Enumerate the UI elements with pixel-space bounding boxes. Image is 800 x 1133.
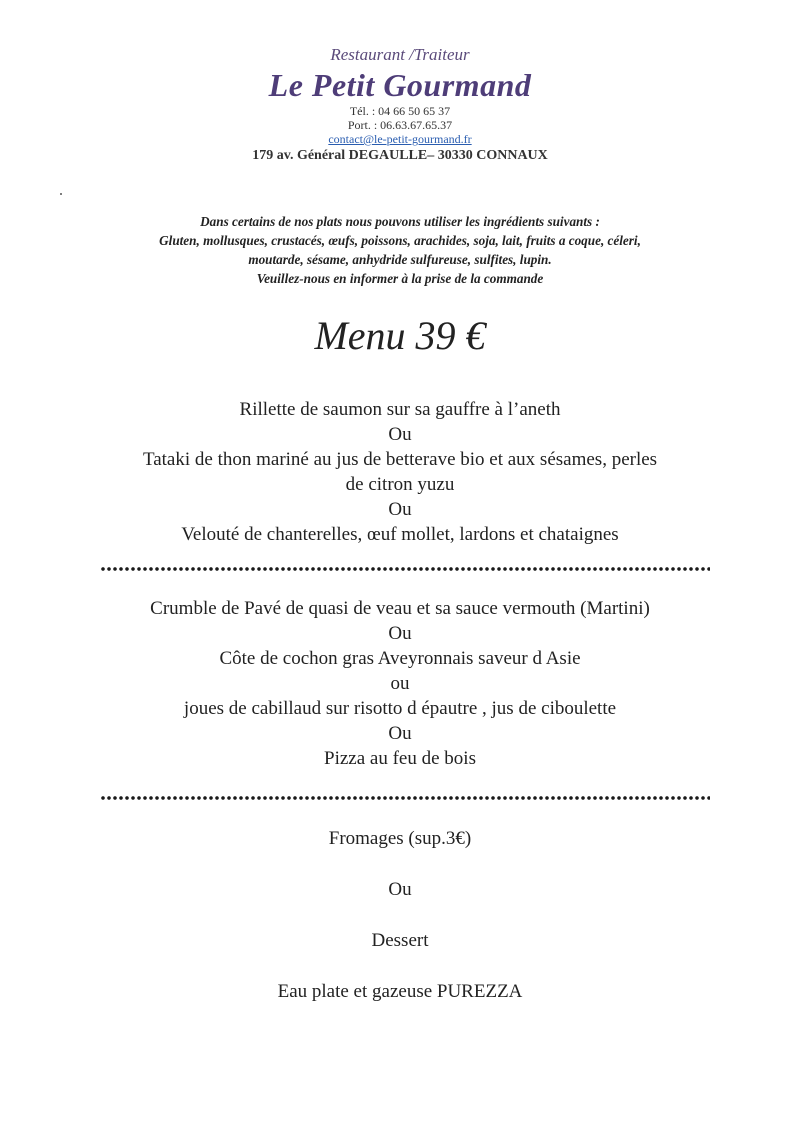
starters-section: [90, 397, 710, 547]
menu-line: joues de cabillaud sur risotto d épautre , jus de ciboulette: [183, 698, 617, 719]
mains-section: [90, 596, 710, 771]
allergen-line: moutarde, sésame, anhydride sulfureuse, sulfites, lupin.: [248, 252, 552, 267]
restaurant-subtitle: Restaurant /Traiteur: [330, 45, 470, 64]
allergen-line: Dans certains de nos plats nous pouvons utiliser les ingrédients suivants :: [200, 214, 600, 229]
menu-line: de citron yuzu: [345, 474, 455, 495]
scan-speck: [60, 193, 62, 195]
menu-line: Pizza au feu de bois: [324, 748, 476, 769]
menu-line: Rillette de saumon sur sa gauffre à l’aneth: [239, 399, 561, 420]
menu-line: Velouté de chanterelles, œuf mollet, lardons et chataignes: [181, 524, 619, 545]
menu-line: Ou: [388, 623, 412, 644]
menu-line: Dessert: [371, 930, 429, 951]
menu-line: Ou: [388, 723, 412, 744]
menu-line: Côte de cochon gras Aveyronnais saveur d Asie: [219, 648, 581, 669]
allergen-line: Gluten, mollusques, crustacés, œufs, poissons, arachides, soja, lait, fruits a coque, céleri,: [159, 233, 641, 248]
menu-line: Fromages (sup.3€): [328, 828, 472, 849]
dotted-divider: [100, 795, 710, 801]
menu-line: Tataki de thon mariné au jus de betterave bio et aux sésames, perles: [142, 449, 658, 470]
allergen-line: Veuillez-nous en informer à la prise de la commande: [256, 271, 544, 286]
restaurant-name: Le Petit Gourmand: [268, 67, 532, 103]
email-link[interactable]: contact@le-petit-gourmand.fr: [328, 132, 472, 146]
menu-line: Ou: [388, 499, 412, 520]
dotted-divider: [100, 566, 710, 572]
menu-line: Eau plate et gazeuse PUREZZA: [277, 981, 523, 1002]
restaurant-header: [0, 44, 800, 165]
menu-line: Ou: [388, 424, 412, 445]
restaurant-address: 179 av. Général DEGAULLE– 30330 CONNAUX: [252, 148, 548, 163]
mobile-number: Port. : 06.63.67.65.37: [347, 118, 453, 132]
menu-line: ou: [390, 673, 410, 694]
allergen-notice: [60, 212, 740, 288]
menu-title: Menu 39 €: [314, 313, 486, 358]
desserts-section: [90, 826, 710, 1004]
phone-number: Tél. : 04 66 50 65 37: [349, 104, 451, 118]
menu-line: Crumble de Pavé de quasi de veau et sa sauce vermouth (Martini): [150, 598, 650, 619]
menu-line: Ou: [388, 879, 412, 900]
